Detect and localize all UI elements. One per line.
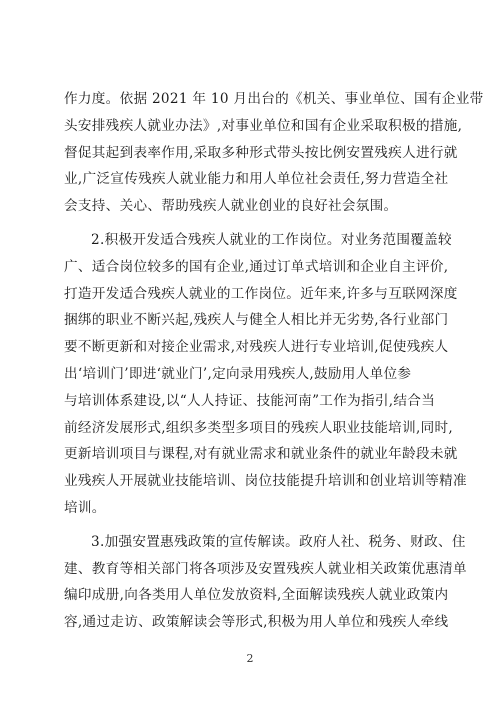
text-line: 编印成册,向各类用人单位发放资料,全面解读残疾人就业政策内 — [64, 587, 449, 604]
text-line: 打造开发适合残疾人就业的工作岗位。近年来,许多与互联网深度 — [64, 285, 458, 302]
text-line: 业残疾人开展就业技能培训、岗位技能提升培训和创业培训等精准 — [64, 473, 467, 490]
text-line: 业,广泛宣传残疾人就业能力和用人单位社会责任,努力营造全社 — [64, 171, 449, 188]
text-line: 会支持、关心、帮助残疾人就业创业的良好社会氛围。 — [64, 198, 398, 215]
text-line: 头安排残疾人就业办法》,对事业单位和国有企业采取积极的措施, — [64, 117, 463, 134]
text-line: 与培训体系建设,以“人人持证、技能河南”工作为指引,结合当 — [64, 392, 436, 409]
paragraph-spacer — [64, 522, 440, 529]
text-line: 作力度。依据 2021 年 10 月出台的《机关、事业单位、国有企业带 — [64, 91, 484, 107]
text-line: 培训。 — [64, 499, 106, 516]
text-line: 要不断更新和对接企业需求,对残疾人进行专业培训,促使残疾人 — [64, 339, 449, 356]
body-text — [64, 86, 484, 636]
text-line: 督促其起到表率作用,采取多种形式带头按比例安置残疾人进行就 — [64, 144, 458, 161]
text-line: 前经济发展形式,组织多类型多项目的残疾人职业技能培训,同时, — [64, 419, 453, 436]
text-line: 建、教育等相关部门将各项涉及安置残疾人就业相关政策优惠清单 — [64, 560, 467, 577]
page-number: 2 — [246, 652, 254, 665]
paragraph-3 — [64, 529, 467, 636]
text-line: 出‘培训门’即进‘就业门’,定向录用残疾人,鼓励用人单位参 — [64, 365, 412, 382]
text-line: 3.加强安置惠残政策的宣传解读。政府人社、税务、财政、住 — [91, 533, 466, 550]
text-line: 捆绑的职业不断兴起,残疾人与健全人相比并无劣势,各行业部门 — [64, 312, 449, 329]
text-line: 更新培训项目与课程,对有就业需求和就业条件的就业年龄段未就 — [64, 446, 458, 463]
text-line: 广、适合岗位较多的国有企业,通过订单式培训和企业自主评价, — [64, 258, 449, 275]
text-line: 2.积极开发适合残疾人就业的工作岗位。对业务范围覆盖较 — [91, 231, 452, 248]
text-line: 容,通过走访、政策解读会等形式,积极为用人单位和残疾人牵线 — [64, 614, 449, 631]
paragraph-spacer — [64, 220, 440, 227]
paragraph-2 — [64, 227, 467, 522]
paragraph-1 — [64, 86, 484, 220]
